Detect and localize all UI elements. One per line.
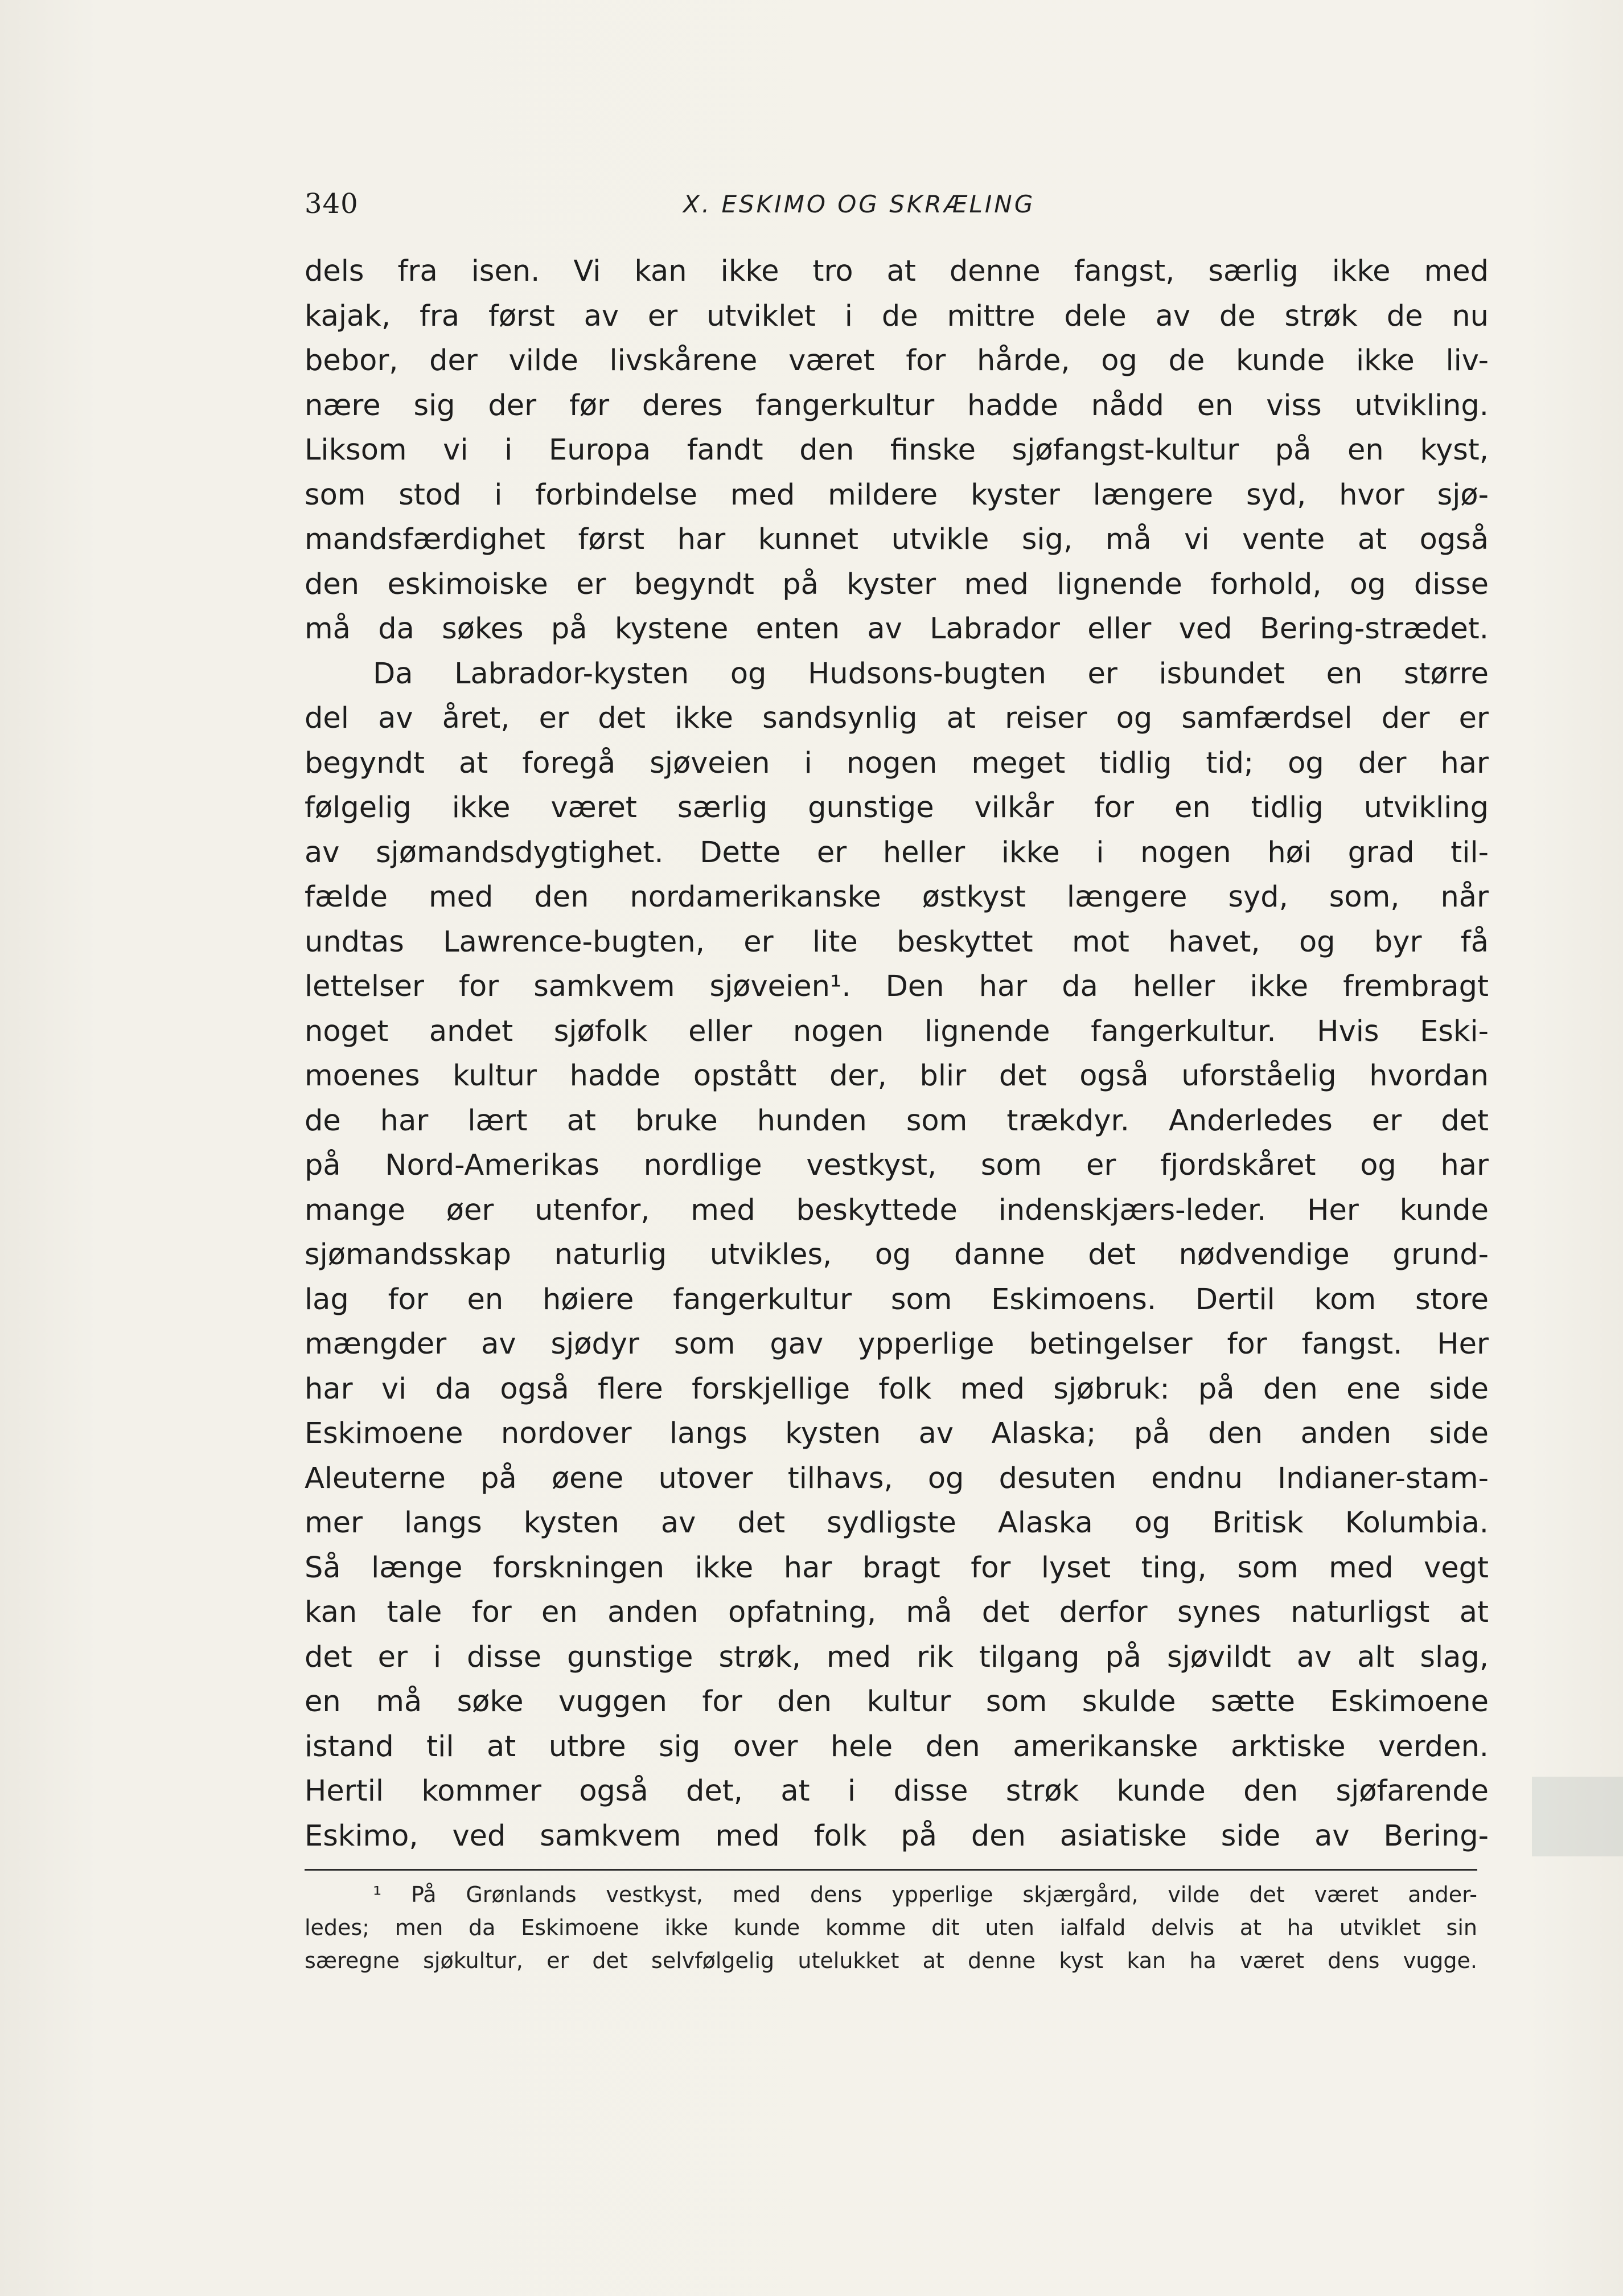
text-line: må da søkes på kystene enten av Labrador eller ved Bering-strædet. (305, 612, 1489, 646)
text-line: Eskimo, ved samkvem med folk på den asiatiske side av Bering- (305, 1819, 1489, 1853)
text-line: Aleuterne på øene utover tilhavs, og desuten endnu Indianer-stam- (305, 1461, 1489, 1495)
text-line: Eskimoene nordover langs kysten av Alaska; på den anden side (305, 1417, 1489, 1450)
text-line: lettelser for samkvem sjøveien¹. Den har da heller ikke frembragt (305, 970, 1489, 1003)
text-line: på Nord-Amerikas nordlige vestkyst, som er fjordskåret og har (305, 1149, 1489, 1182)
text-line: fælde med den nordamerikanske østkyst længere syd, som, når (305, 880, 1489, 914)
text-line: moenes kultur hadde opstått der, blir det også uforståelig hvordan (305, 1059, 1489, 1093)
text-line: har vi da også flere forskjellige folk med sjøbruk: på den ene side (305, 1372, 1489, 1406)
body-text (305, 249, 1489, 1859)
text-line: undtas Lawrence-bugten, er lite beskyttet mot havet, og byr få (305, 925, 1489, 959)
page-number: 340 (305, 188, 359, 220)
text-line: de har lært at bruke hunden som trækdyr. Anderledes er det (305, 1104, 1489, 1138)
text-line: nære sig der før deres fangerkultur hadde nådd en viss utvikling. (305, 388, 1489, 423)
text-line: som stod i forbindelse med mildere kyster længere syd, hvor sjø- (305, 478, 1489, 512)
text-line: det er i disse gunstige strøk, med rik tilgang på sjøvildt av alt slag, (305, 1640, 1489, 1674)
text-line: kajak, fra først av er utviklet i de mittre dele av de strøk de nu (305, 299, 1489, 333)
text-line: begyndt at foregå sjøveien i nogen meget tidlig tid; og der har (305, 746, 1489, 780)
text-line: av sjømandsdygtighet. Dette er heller ikke i nogen høi grad til- (305, 835, 1489, 870)
text-line: følgelig ikke været særlig gunstige vilkår for en tidlig utvikling (305, 791, 1489, 825)
page-header (305, 188, 1477, 228)
text-line: Da Labrador-kysten og Hudsons-bugten er isbundet en større (373, 657, 1489, 691)
text-line: Liksom vi i Europa fandt den finske sjøfangst-kultur på en kyst, (305, 433, 1489, 467)
footnote-divider (305, 1869, 1477, 1871)
text-line: sjømandsskap naturlig utvikles, og danne det nødvendige grund- (305, 1238, 1489, 1272)
footnote-line: ledes; men da Eskimoene ikke kunde komme dit uten ialfald delvis at ha utviklet sin (305, 1915, 1477, 1940)
text-line: mandsfærdighet først har kunnet utvikle sig, må vi vente at også (305, 523, 1489, 556)
footnote-line: særegne sjøkultur, er det selvfølgelig utelukket at denne kyst kan ha været dens vugge. (305, 1948, 1477, 1973)
text-line: lag for en høiere fangerkultur som Eskimoens. Dertil kom store (305, 1282, 1489, 1317)
footnote-line: ¹ På Grønlands vestkyst, med dens ypperlige skjærgård, vilde det været ander- (373, 1882, 1477, 1907)
running-head: X. ESKIMO OG SKRÆLING (683, 190, 1036, 218)
text-line: istand til at utbre sig over hele den amerikanske arktiske verden. (305, 1729, 1489, 1764)
text-line: bebor, der vilde livskårene været for hårde, og de kunde ikke liv- (305, 344, 1489, 378)
text-line: den eskimoiske er begyndt på kyster med lignende forhold, og disse (305, 567, 1489, 601)
footnote (305, 1878, 1477, 1977)
margin-bleed-through (1532, 1777, 1623, 1856)
text-line: Så længe forskningen ikke har bragt for lyset ting, som med vegt (305, 1551, 1489, 1585)
text-line: mængder av sjødyr som gav ypperlige betingelser for fangst. Her (305, 1327, 1489, 1361)
text-line: mer langs kysten av det sydligste Alaska og Britisk Kolumbia. (305, 1506, 1489, 1540)
text-line: en må søke vuggen for den kultur som skulde sætte Eskimoene (305, 1685, 1489, 1719)
text-line: Hertil kommer også det, at i disse strøk kunde den sjøfarende (305, 1774, 1489, 1808)
text-line: noget andet sjøfolk eller nogen lignende fangerkultur. Hvis Eski- (305, 1014, 1489, 1048)
text-line: kan tale for en anden opfatning, må det derfor synes naturligst at (305, 1596, 1489, 1629)
text-line: del av året, er det ikke sandsynlig at reiser og samfærdsel der er (305, 702, 1489, 735)
text-line: dels fra isen. Vi kan ikke tro at denne fangst, særlig ikke med (305, 255, 1489, 288)
text-line: mange øer utenfor, med beskyttede indenskjærs-leder. Her kunde (305, 1193, 1489, 1227)
